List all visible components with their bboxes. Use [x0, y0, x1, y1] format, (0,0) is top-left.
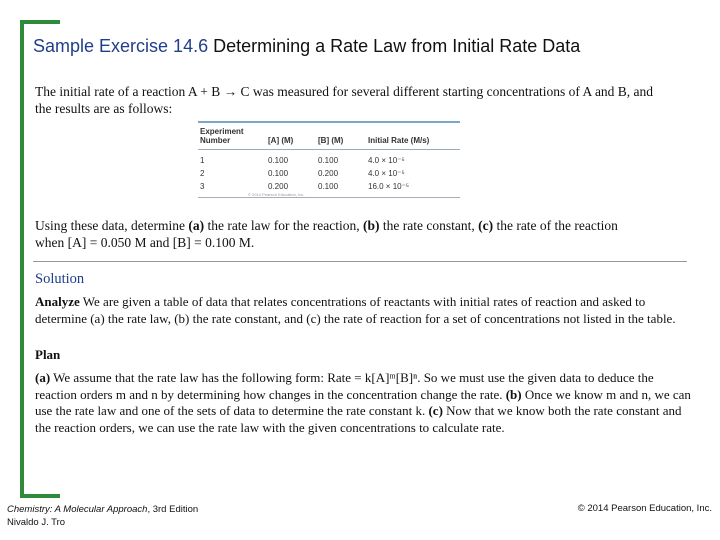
analyze-label: Analyze [35, 294, 80, 309]
question-text-3: the rate constant, [379, 218, 479, 233]
green-bracket-bottom [20, 494, 60, 498]
plan-label-c: (c) [428, 403, 443, 418]
question-label-a: (a) [188, 218, 205, 233]
slide-title [33, 36, 580, 57]
footer-edition: , 3rd Edition [147, 504, 199, 515]
intro-paragraph [35, 83, 695, 117]
question-line-2: when [A] = 0.050 M and [B] = 0.100 M. [35, 235, 255, 250]
row-3-rate: 16.0 × 10⁻⁵ [368, 182, 410, 191]
footer-book-title: Chemistry: A Molecular Approach [7, 504, 148, 515]
plan-label-a: (a) [35, 370, 51, 385]
row-1-exp: 1 [200, 156, 205, 165]
plan-heading: Plan [35, 347, 61, 362]
intro-line-1: The initial rate of a reaction A + B → C was measured for several different starting concentrations of A and B, and [35, 84, 654, 99]
header-experiment: Experiment [200, 127, 244, 136]
question-label-b: (b) [363, 218, 380, 233]
header-number: Number [200, 136, 231, 145]
question-paragraph [35, 217, 695, 251]
table-credit: © 2014 Pearson Education, Inc. [248, 192, 305, 197]
plan-text-3: Now that we know both the rate constant and the reaction orders, we can use the rate law with the given concentrations to calculate rate. [35, 403, 682, 435]
rate-data-table [198, 121, 460, 201]
intro-line-2: the results are as follows: [35, 101, 173, 116]
header-b-conc: [B] (M) [318, 136, 344, 145]
row-3-a: 0.200 [268, 182, 289, 191]
row-2-b: 0.200 [318, 169, 339, 178]
table-top-rule [198, 121, 460, 123]
green-bracket-top [20, 20, 60, 24]
question-label-c: (c) [478, 218, 494, 233]
row-1-rate: 4.0 × 10⁻⁵ [368, 156, 405, 165]
plan-text-2: Once we know m and n, we can use the rate law and one of the sets of data to determine the rate constant k. [35, 386, 691, 418]
footer-book-info [7, 503, 198, 529]
row-3-b: 0.100 [318, 182, 339, 191]
table-header-rule [198, 149, 460, 150]
plan-label-b: (b) [505, 386, 522, 402]
exercise-number: Sample Exercise 14.6 [33, 36, 209, 56]
footer-book-line [7, 503, 198, 516]
green-bracket-left [20, 20, 24, 498]
plan-paragraph [35, 370, 695, 436]
header-a-conc: [A] (M) [268, 136, 294, 145]
footer-copyright: © 2014 Pearson Education, Inc. [577, 503, 712, 514]
row-1-a: 0.100 [268, 156, 289, 165]
header-initial-rate: Initial Rate (M/s) [368, 136, 430, 145]
section-divider [33, 261, 687, 262]
row-2-exp: 2 [200, 169, 205, 178]
table-bottom-rule [198, 197, 460, 198]
row-2-a: 0.100 [268, 169, 289, 178]
analyze-paragraph [35, 294, 690, 327]
question-line-1 [35, 217, 695, 234]
row-1-b: 0.100 [318, 156, 339, 165]
question-text-1: Using these data, determine [35, 218, 189, 233]
row-2-rate: 4.0 × 10⁻⁵ [368, 169, 405, 178]
exercise-topic: Determining a Rate Law from Initial Rate Data [208, 36, 581, 56]
plan-text-1: We assume that the rate law has the following form: Rate = k[A]ᵐ[B]ⁿ. So we must use the given data to deduce the reaction orders m and n by determining how changes in the concentration change the rate. [35, 370, 654, 402]
question-text-4: the rate of the reaction [493, 218, 618, 233]
analyze-text: We are given a table of data that relates concentrations of reactants with initial rates of reaction and asked to determine (a) the rate law, (b) the rate constant, and (c) the rate of reaction for a set of concentrations not listed in the table. [35, 294, 676, 326]
solution-heading: Solution [35, 271, 85, 287]
row-3-exp: 3 [200, 182, 205, 191]
footer-author: Nivaldo J. Tro [7, 517, 66, 528]
question-text-2: the rate law for the reaction, [204, 218, 363, 233]
